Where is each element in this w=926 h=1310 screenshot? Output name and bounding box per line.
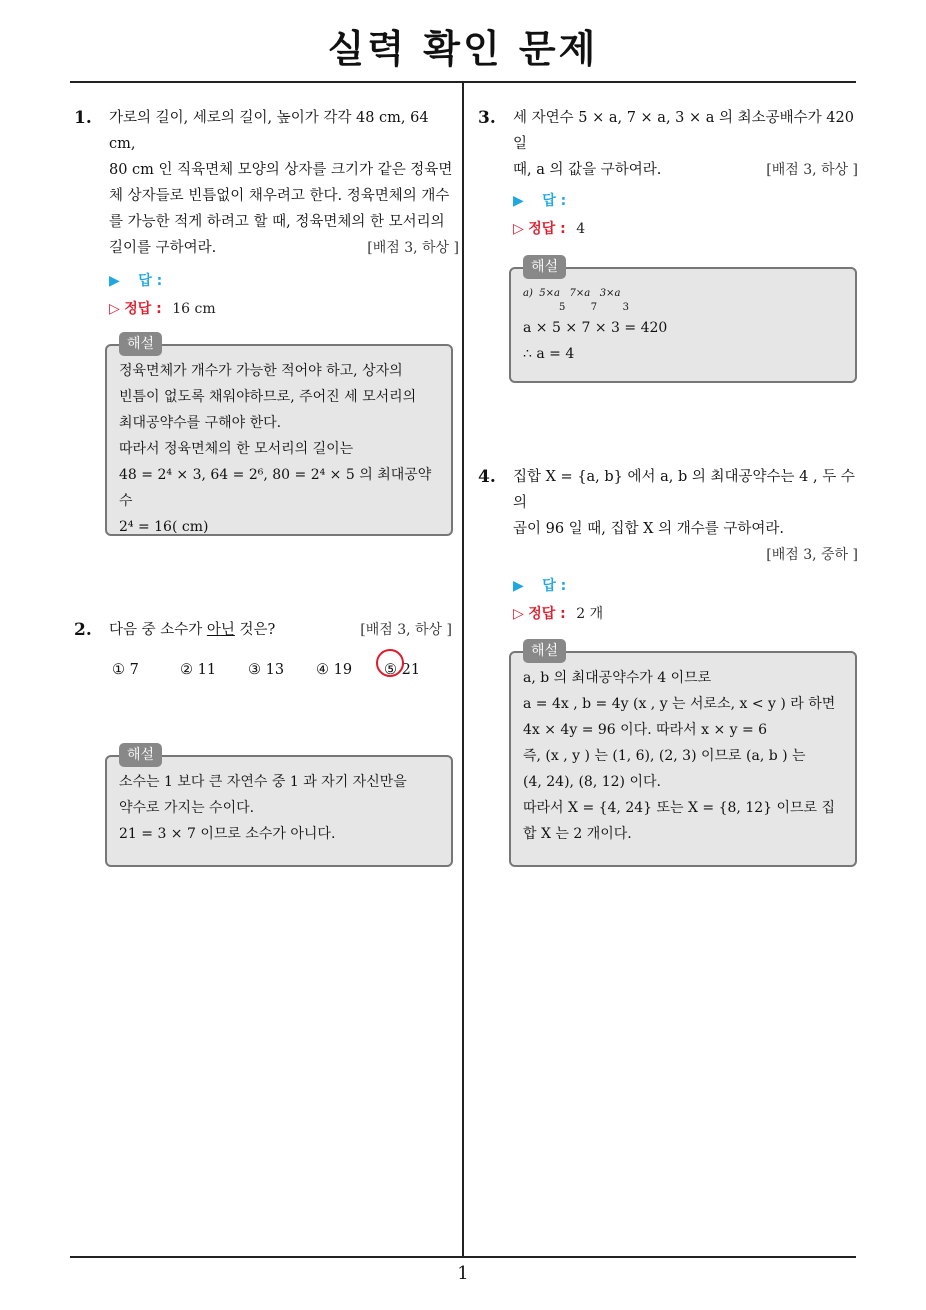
- problem-line: 80 cm 인 직육면체 모양의 상자를 크기가 같은 정육면: [109, 162, 453, 178]
- solution-line: a × 5 × 7 × 3 = 420: [523, 320, 668, 336]
- score-label: [배점 3, 하상 ]: [367, 240, 459, 256]
- bottom-rule: [70, 1256, 856, 1258]
- solution-line: 따라서 X = {4, 24} 또는 X = {8, 12} 이므로 집: [523, 800, 836, 816]
- division-ladder-quotients: 5 7 3: [559, 302, 629, 313]
- problem-line: 집합 X = {a, b} 에서 a, b 의 최대공약수는 4 , 두 수의: [513, 469, 855, 511]
- solution-line: 즉, (x , y ) 는 (1, 6), (2, 3) 이므로 (a, b ) 는: [523, 748, 806, 764]
- play-icon: ▶: [513, 578, 524, 594]
- problem-text-part: 다음 중 소수가: [109, 622, 207, 638]
- problem-line: 때, a 의 값을 구하여라.: [513, 162, 662, 178]
- triangle-outline-icon: ▷: [109, 301, 120, 317]
- play-icon: ▶: [109, 273, 120, 289]
- correct-value: 4: [576, 221, 586, 237]
- problem-3: [478, 105, 858, 243]
- problem-line: 를 가능한 적게 하려고 할 때, 정육면체의 한 모서리의: [109, 214, 445, 230]
- correct-value: 16 cm: [172, 301, 216, 317]
- solution-tag: 해설: [523, 255, 566, 279]
- division-ladder: a) 5×a 7×a 3×a: [523, 288, 621, 299]
- solution-box-1: [105, 336, 453, 536]
- answer-label: 답 :: [542, 193, 567, 209]
- solution-line: (4, 24), (8, 12) 이다.: [523, 774, 661, 790]
- solution-line: 소수는 1 보다 큰 자연수 중 1 과 자기 자신만을: [119, 774, 407, 790]
- answer-label: 답 :: [138, 273, 163, 289]
- solution-line: 따라서 정육면체의 한 모서리의 길이는: [119, 441, 354, 457]
- choice-5-wrapper[interactable]: [384, 657, 452, 683]
- choice-2[interactable]: ② 11: [180, 662, 217, 678]
- correct-value: 2 개: [576, 606, 604, 622]
- problem-line: 곱이 96 일 때, 집합 X 의 개수를 구하여라.: [513, 521, 784, 537]
- answer-circle-icon: [376, 649, 404, 677]
- problem-number: 4.: [478, 467, 496, 487]
- answer-row: [109, 267, 459, 295]
- problem-number: 3.: [478, 108, 496, 128]
- play-icon: ▶: [513, 193, 524, 209]
- solution-box-2: [105, 747, 453, 867]
- solution-line: a, b 의 최대공약수가 4 이므로: [523, 670, 712, 686]
- answer-row: [513, 187, 858, 215]
- correct-row: [513, 600, 858, 628]
- problem-line: 길이를 구하여라.: [109, 240, 217, 256]
- page-title: 실력 확인 문제: [327, 27, 599, 71]
- problem-text: [513, 105, 858, 183]
- answer-label: 답 :: [542, 578, 567, 594]
- correct-row: [513, 215, 858, 243]
- score-label: [배점 3, 하상 ]: [360, 622, 452, 638]
- problem-line: 가로의 길이, 세로의 길이, 높이가 각각 48 cm, 64 cm,: [109, 110, 429, 152]
- problem-4: [478, 464, 858, 628]
- solution-tag: 해설: [119, 743, 162, 767]
- solution-line: ∴ a = 4: [523, 346, 575, 362]
- solution-line: a = 4x , b = 4y (x , y 는 서로소, x < y ) 라 하면: [523, 696, 836, 712]
- solution-line: 정육면체가 개수가 가능한 적어야 하고, 상자의: [119, 363, 403, 379]
- problem-text-part: 것은?: [234, 622, 276, 638]
- answer-row: [513, 572, 858, 600]
- problem-text: [513, 464, 858, 568]
- choice-4[interactable]: ④ 19: [316, 662, 353, 678]
- solution-box-4: [509, 643, 857, 867]
- problem-1: [74, 105, 459, 323]
- solution-line: 빈틈이 없도록 채워야하므로, 주어진 세 모서리의: [119, 389, 417, 405]
- problem-text: [109, 105, 459, 261]
- solution-line: 21 = 3 × 7 이므로 소수가 아니다.: [119, 826, 336, 842]
- choice-3[interactable]: ③ 13: [248, 662, 285, 678]
- triangle-outline-icon: ▷: [513, 606, 524, 622]
- score-label: [배점 3, 하상 ]: [766, 162, 858, 178]
- choice-list: [112, 657, 452, 683]
- choice-1[interactable]: ① 7: [112, 662, 139, 678]
- score-label: [배점 3, 중하 ]: [766, 547, 858, 563]
- page-number: 1: [457, 1263, 469, 1284]
- solution-line: 합 X 는 2 개이다.: [523, 826, 632, 842]
- solution-line: 4x × 4y = 96 이다. 따라서 x × y = 6: [523, 722, 768, 738]
- problem-text: [109, 617, 452, 643]
- problem-number: 1.: [74, 108, 92, 128]
- choice-5: ⑤ 21: [384, 662, 421, 678]
- solution-tag: 해설: [523, 639, 566, 663]
- problem-2: [74, 617, 452, 683]
- correct-label: 정답 :: [528, 221, 566, 237]
- solution-line: 48 = 2⁴ × 3, 64 = 2⁶, 80 = 2⁴ × 5 의 최대공약수: [119, 467, 432, 509]
- underlined-word: 아닌: [206, 622, 235, 638]
- problem-line: 세 자연수 5 × a, 7 × a, 3 × a 의 최소공배수가 420 일: [513, 110, 854, 152]
- solution-line: 약수로 가지는 수이다.: [119, 800, 255, 816]
- problem-line: 체 상자들로 빈틈없이 채우려고 한다. 정육면체의 개수: [109, 188, 450, 204]
- column-divider: [462, 82, 464, 1257]
- correct-label: 정답 :: [528, 606, 566, 622]
- solution-line: 최대공약수를 구해야 한다.: [119, 415, 282, 431]
- triangle-outline-icon: ▷: [513, 221, 524, 237]
- correct-row: [109, 295, 459, 323]
- problem-number: 2.: [74, 620, 92, 640]
- solution-tag: 해설: [119, 332, 162, 356]
- solution-line: 2⁴ = 16( cm): [119, 519, 209, 535]
- correct-label: 정답 :: [124, 301, 162, 317]
- solution-box-3: [509, 259, 857, 383]
